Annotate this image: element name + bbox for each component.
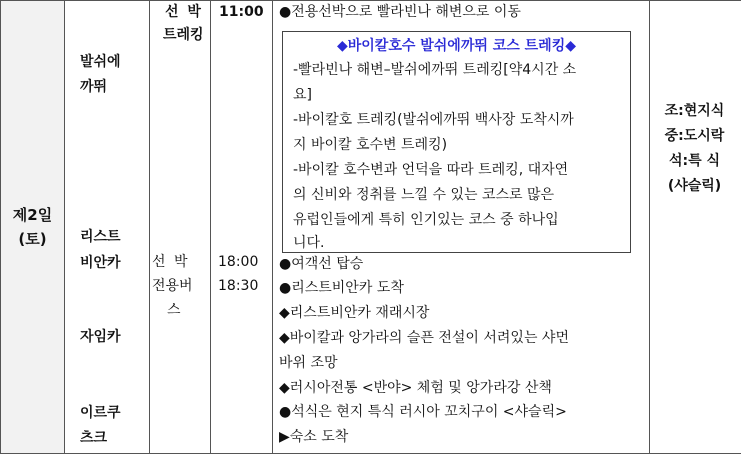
time-1830: 18:30 [218,273,258,299]
place-zaimka: 자임카 [80,324,121,350]
schedule-item-dinner: ●석식은 현지 특식 러시아 꼬치구이 <샤슬릭> [279,399,567,425]
box-line-1: -빨라빈나 해변–발쉬에까뛰 트레킹[약4시간 소 [293,57,576,83]
place-irkutsk-1: 이르쿠 [80,400,121,426]
place-balshe-2: 까뛰 [80,74,107,100]
schedule-item-market: ◆리스트비안카 재래시장 [279,300,429,326]
schedule-item-arrive: ●리스트비안카 도착 [279,275,404,301]
meal-dinner: 석:특 식 [648,148,741,174]
day-weekday: (토) [1,227,64,251]
day-cell [1,1,65,454]
schedule-top: ●전용선박으로 빨라빈나 해변으로 이동 [279,0,521,25]
schedule-item-hotel: ▶숙소 도착 [279,424,348,450]
transport-cell [150,1,211,454]
box-line-2: 요] [293,82,312,108]
box-line-7: 유럽인들에게 특히 인기있는 코스 중 하나입 [293,207,559,233]
schedule-item-shaman-2: 바위 조망 [279,350,338,376]
place-listvyanka-1: 리스트 [80,224,121,250]
transport-bus-2: 스 [167,297,181,323]
time-cell [211,1,273,454]
box-line-3: -바이칼호 트레킹(발쉬에까뛰 백사장 도착시까 [293,107,574,133]
box-line-6: 의 신비와 정취를 느낄 수 있는 코스로 많은 [293,182,554,208]
transport-ship-1: 선 박 [165,0,203,25]
transport-bus-1: 전용버 [152,273,193,299]
transport-ship-2: 선 박 [152,249,190,275]
transport-trekking: 트레킹 [163,22,204,48]
meal-cell [650,1,741,454]
day-label: 제2일 [1,203,64,227]
place-balshe-1: 발쉬에 [80,49,121,75]
place-listvyanka-2: 비안카 [80,250,121,276]
meal-dinner-detail: (샤슬릭) [648,173,741,199]
box-line-4: 지 바이칼 호수변 트레킹) [293,132,447,158]
trekking-box-title: ◆바이칼호수 발쉬에까뛰 코스 트레킹◆ [283,33,630,59]
box-line-8: 니다. [293,230,325,256]
trekking-box [282,31,631,253]
schedule-item-banya: ◆러시아전통 <반야> 체험 및 앙가라강 산책 [279,375,552,401]
place-irkutsk-2: 츠크 [80,425,107,451]
time-1800: 18:00 [218,249,258,275]
schedule-item-ferry: ●여객선 탑승 [279,251,363,277]
meal-breakfast: 조:현지식 [648,98,741,124]
meal-lunch: 중:도시락 [648,123,741,149]
box-line-5: -바이칼 호수변과 언덕을 따라 트레킹, 대자연 [293,157,568,183]
schedule-item-shaman-1: ◆바이칼과 앙가라의 슬픈 전설이 서려있는 샤먼 [279,325,569,351]
time-1100: 11:00 [219,0,264,25]
